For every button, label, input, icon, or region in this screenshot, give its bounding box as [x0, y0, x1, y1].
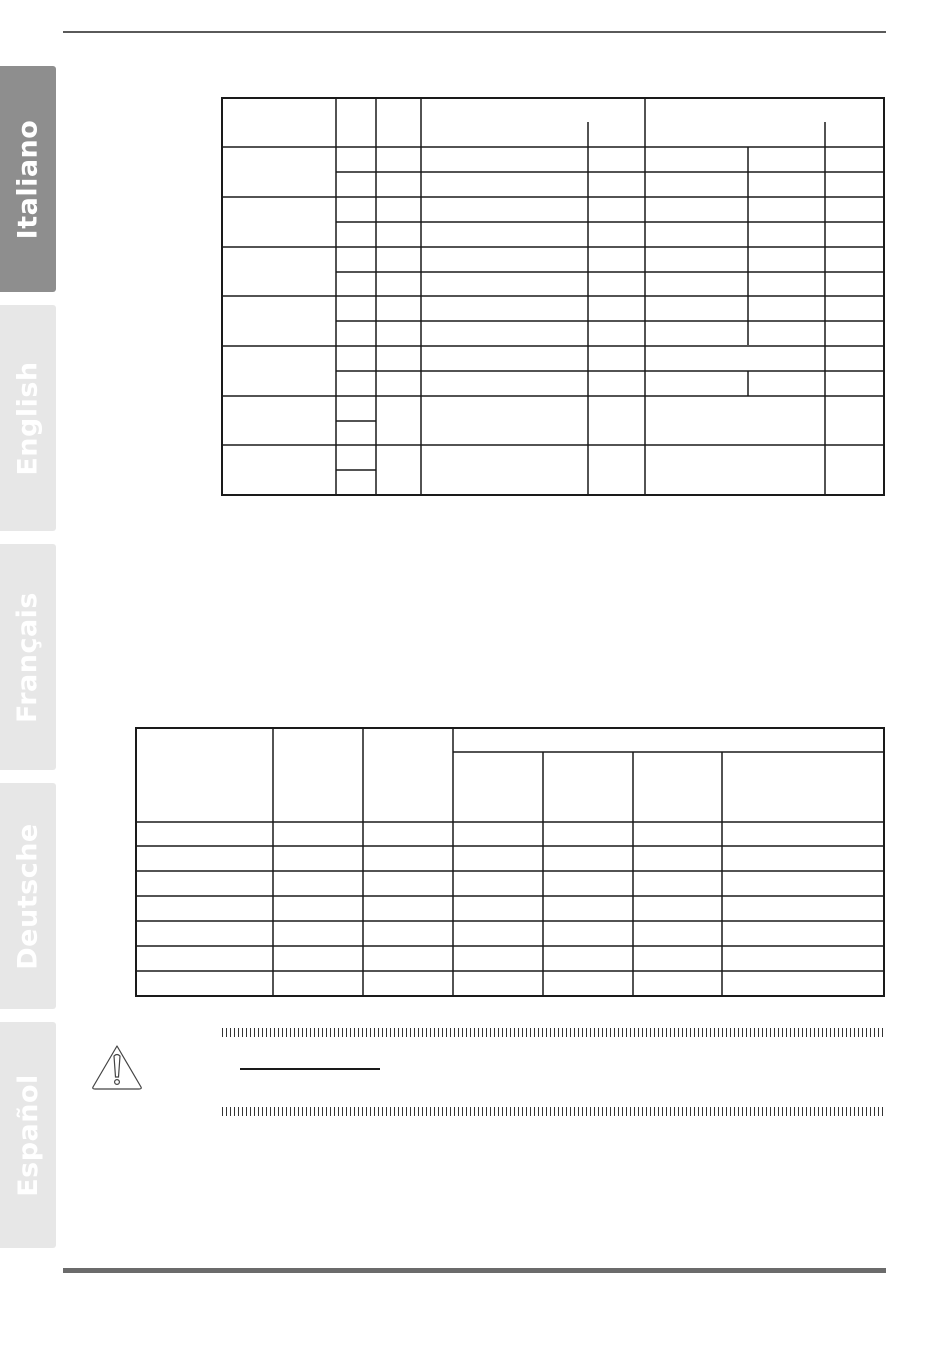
tab-label: English — [12, 360, 44, 476]
tab-label: Italiano — [12, 119, 44, 239]
table-lower-outer — [136, 727, 884, 997]
note-heading-underline — [240, 1068, 380, 1070]
note-top-border — [222, 1028, 886, 1037]
footer-rule — [63, 1268, 886, 1273]
tab-label: Deutsche — [12, 822, 44, 970]
warning-icon — [90, 1043, 144, 1091]
tab-label: Français — [12, 591, 44, 723]
note-bottom-border — [222, 1107, 886, 1116]
table-lower-inner — [136, 728, 884, 996]
tab-label: Español — [12, 1073, 44, 1197]
